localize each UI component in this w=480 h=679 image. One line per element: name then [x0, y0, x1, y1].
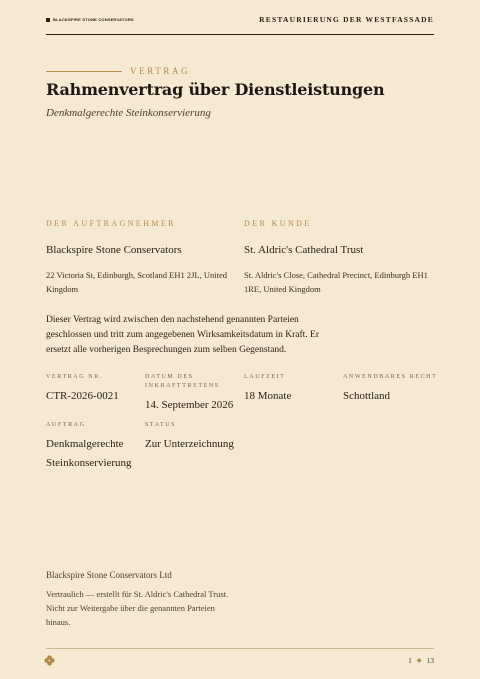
party-contractor-name: Blackspire Stone Conservators — [46, 244, 182, 256]
term-status-label: STATUS — [145, 422, 177, 428]
party-client-name: St. Aldric's Cathedral Trust — [244, 244, 364, 256]
quatrefoil-ornament-icon — [44, 655, 55, 666]
company-name: Blackspire Stone Conservators Ltd — [46, 570, 172, 580]
term-governing-law-value: Schottland — [343, 390, 391, 402]
term-order — [46, 421, 144, 473]
running-header — [46, 14, 434, 34]
term-effective-date — [145, 373, 243, 415]
term-contract-no-label: VERTRAG NR. — [46, 374, 103, 380]
term-order-value: Denkmalgerechte Steinkonservierung — [46, 438, 132, 469]
term-duration — [244, 373, 342, 406]
term-governing-law-label: ANWENDBARES RECHT — [343, 374, 438, 380]
brand-name: BLACKSPIRE STONE CONSERVATORS — [53, 17, 134, 22]
kicker-rule — [46, 71, 122, 72]
diamond-separator-icon: ◆ — [416, 658, 422, 664]
term-duration-value: 18 Monate — [244, 390, 292, 402]
running-title: RESTAURIERUNG DER WESTFASSADE — [259, 15, 434, 24]
term-contract-no — [46, 373, 144, 406]
page-current: 1 — [408, 656, 412, 665]
header-rule — [46, 34, 434, 35]
term-order-label: AUFTRAG — [46, 422, 86, 428]
party-contractor-address: 22 Victoria St, Edinburgh, Scotland EH1 2JL, United Kingdom — [46, 270, 227, 294]
document-subtitle: Denkmalgerechte Steinkonservierung — [46, 107, 211, 119]
page-number — [408, 656, 434, 665]
party-client-address: St. Aldric's Close, Cathedral Precinct, Edinburgh EH1 1RE, United Kingdom — [244, 270, 428, 294]
page-total: 13 — [426, 656, 434, 665]
party-contractor-label: DER AUFTRAGNEHMER — [46, 219, 176, 228]
term-status — [145, 421, 243, 454]
brand-logo — [46, 17, 134, 22]
brand-mark-icon — [46, 18, 50, 22]
document-title: Rahmenvertrag über Dienstleistungen — [46, 80, 385, 99]
party-contractor — [46, 219, 238, 296]
term-governing-law — [343, 373, 441, 406]
confidentiality-note: Vertraulich — erstellt für St. Aldric's Cathedral Trust. Nicht zur Weitergabe über die genannten Parteien hinaus. — [46, 589, 229, 627]
document-kicker: VERTRAG — [130, 66, 191, 76]
footer-rule — [46, 648, 434, 649]
term-status-value: Zur Unterzeichnung — [145, 438, 234, 450]
kicker-row — [46, 66, 190, 76]
term-effective-date-value: 14. September 2026 — [145, 399, 234, 411]
intro-paragraph: Dieser Vertrag wird zwischen den nachstehend genannten Parteien geschlossen und tritt zum angegebenen Wirksamkeitsdatum in Kraft. Er ersetzt alle vorherigen Besprechungen zum selben Gegenstand. — [46, 315, 320, 355]
party-client — [244, 219, 436, 296]
term-contract-no-value: CTR-2026-0021 — [46, 390, 119, 402]
term-effective-date-label: DATUM DES INKRAFTTRETENS — [145, 374, 220, 389]
party-client-label: DER KUNDE — [244, 219, 312, 228]
term-duration-label: LAUFZEIT — [244, 374, 286, 380]
